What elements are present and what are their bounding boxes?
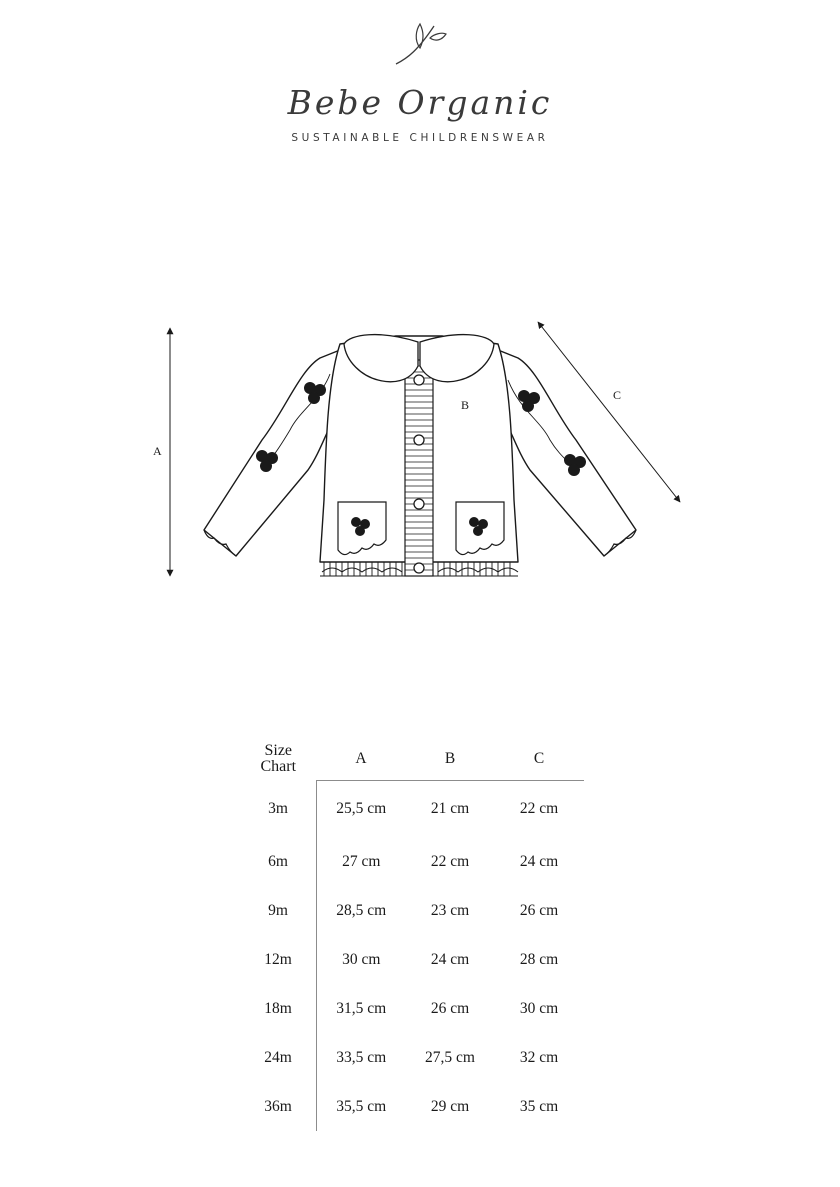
cardigan-drawing bbox=[0, 300, 840, 600]
measurement-a-cell: 35,5 cm bbox=[317, 1082, 406, 1131]
measurement-c-cell: 24 cm bbox=[519, 852, 559, 870]
button bbox=[414, 499, 424, 509]
dimension-a-label: A bbox=[153, 444, 162, 458]
size-chart-table bbox=[240, 738, 584, 1131]
column-header-a: A bbox=[317, 738, 406, 781]
measurement-b-cell: 26 cm bbox=[430, 999, 470, 1017]
table-row bbox=[240, 984, 584, 1033]
brand-header bbox=[0, 14, 840, 144]
measurement-c-cell: 30 cm bbox=[519, 999, 559, 1017]
measurement-a-cell: 27 cm bbox=[317, 837, 406, 886]
size-cell: 36m bbox=[264, 1097, 292, 1115]
leaf-sprig-icon bbox=[390, 14, 450, 70]
right-sleeve bbox=[498, 350, 636, 556]
measurement-b-cell: 24 cm bbox=[430, 950, 470, 968]
size-cell: 9m bbox=[268, 901, 288, 919]
brand-name: Bebe Organic bbox=[287, 83, 553, 122]
measurement-b-cell: 27,5 cm bbox=[425, 1048, 475, 1066]
table-row bbox=[240, 837, 584, 886]
button bbox=[414, 375, 424, 385]
measurement-c-cell: 32 cm bbox=[519, 1048, 559, 1066]
measurement-c-cell: 35 cm bbox=[519, 1097, 559, 1115]
measurement-b-cell: 23 cm bbox=[430, 901, 470, 919]
size-cell: 18m bbox=[264, 999, 292, 1017]
measurement-a-cell: 31,5 cm bbox=[317, 984, 406, 1033]
size-cell: 6m bbox=[268, 852, 288, 870]
table-row bbox=[240, 886, 584, 935]
measurement-a-cell: 25,5 cm bbox=[317, 781, 406, 838]
measurement-b-cell: 22 cm bbox=[430, 852, 470, 870]
measurement-b-cell: 29 cm bbox=[430, 1097, 470, 1115]
button bbox=[414, 563, 424, 573]
measurement-a-cell: 30 cm bbox=[317, 935, 406, 984]
table-row bbox=[240, 781, 584, 838]
measurement-c-cell: 26 cm bbox=[519, 901, 559, 919]
measurement-c-cell: 28 cm bbox=[519, 950, 559, 968]
measurement-b-cell: 21 cm bbox=[430, 800, 470, 817]
table-row bbox=[240, 1033, 584, 1082]
dimension-c-label: C bbox=[613, 388, 622, 402]
measurement-a-cell: 28,5 cm bbox=[317, 886, 406, 935]
table-row bbox=[240, 935, 584, 984]
column-header-b: B bbox=[406, 738, 495, 781]
dimension-b-label: B bbox=[461, 398, 470, 412]
measurement-c-cell: 22 cm bbox=[519, 800, 559, 817]
brand-tagline: SUSTAINABLE CHILDRENSWEAR bbox=[291, 132, 549, 144]
size-chart-header-row bbox=[240, 738, 584, 781]
measurement-a-cell: 33,5 cm bbox=[317, 1033, 406, 1082]
button bbox=[414, 435, 424, 445]
size-chart-corner bbox=[240, 738, 317, 781]
size-cell: 3m bbox=[268, 799, 288, 817]
table-row bbox=[240, 1082, 584, 1131]
column-header-c: C bbox=[495, 738, 584, 781]
size-cell: 24m bbox=[264, 1048, 292, 1066]
size-chart-title-line1: Size bbox=[264, 742, 293, 760]
size-chart-title-line2: Chart bbox=[260, 758, 297, 776]
size-cell: 12m bbox=[264, 950, 292, 968]
